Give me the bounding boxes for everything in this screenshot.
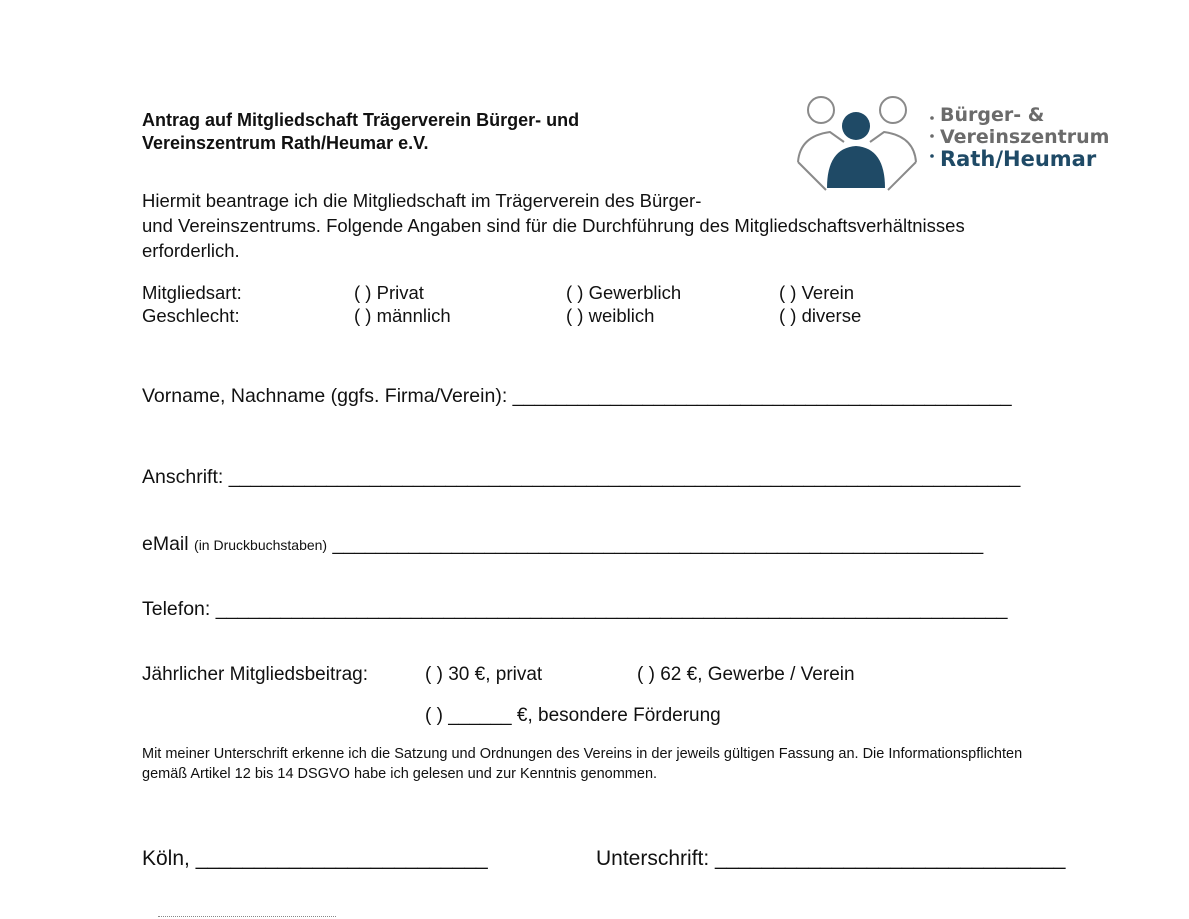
- gender-option-female[interactable]: ( ) weiblich: [566, 305, 655, 326]
- signature-input-line[interactable]: ______________________________: [715, 847, 1066, 870]
- signature-label: Unterschrift:: [596, 847, 710, 870]
- membership-option-private[interactable]: ( ) Privat: [354, 282, 424, 303]
- name-field: [142, 383, 1012, 409]
- logo-line-2: Vereinszentrum: [940, 126, 1110, 148]
- email-field: [142, 531, 983, 558]
- membership-type-label: Mitgliedsart:: [142, 282, 242, 303]
- gender-option-diverse[interactable]: ( ) diverse: [779, 305, 862, 326]
- intro-line-1: Hiermit beantrage ich die Mitgliedschaft im Trägerverein des Bürger-: [142, 190, 702, 211]
- logo-text: [940, 104, 1109, 170]
- legal-notice: [142, 744, 1022, 784]
- logo-line-1: Bürger- &: [940, 104, 1045, 126]
- email-input-line[interactable]: ____________________________________________________________: [332, 533, 984, 555]
- city-date-input-line[interactable]: _________________________: [195, 847, 488, 870]
- fee-option-private[interactable]: ( ) 30 €, privat: [425, 664, 543, 685]
- intro-paragraph: [142, 188, 965, 263]
- address-field: [142, 464, 1020, 490]
- email-hint: (in Druckbuchstaben): [194, 537, 328, 553]
- membership-option-club[interactable]: ( ) Verein: [779, 282, 855, 303]
- logo-dots-icon: [929, 110, 935, 166]
- title-line-2: Vereinszentrum Rath/Heumar e.V.: [142, 133, 429, 153]
- fee-option-business[interactable]: ( ) 62 €, Gewerbe / Verein: [637, 664, 855, 685]
- city-label: Köln,: [142, 847, 190, 870]
- phone-label: Telefon:: [142, 598, 211, 620]
- signature-field: [596, 845, 1065, 873]
- gender-option-male[interactable]: ( ) männlich: [354, 305, 451, 326]
- title-line-1: Antrag auf Mitgliedschaft Trägerverein Bürger- und: [142, 110, 580, 130]
- logo-line-3: Rath/Heumar: [940, 147, 1097, 171]
- document-title: [142, 109, 579, 155]
- membership-option-business[interactable]: ( ) Gewerblich: [566, 282, 682, 303]
- page-bottom-divider: [158, 916, 336, 917]
- phone-input-line[interactable]: _________________________________________________________________________: [215, 598, 1008, 620]
- legal-line-2: gemäß Artikel 12 bis 14 DSGVO habe ich gelesen und zur Kenntnis genommen.: [142, 766, 658, 782]
- name-input-line[interactable]: ______________________________________________: [512, 385, 1012, 407]
- city-date-field: [142, 845, 488, 873]
- address-input-line[interactable]: _________________________________________________________________________: [228, 466, 1021, 488]
- email-label: eMail: [142, 533, 189, 555]
- fee-option-custom[interactable]: ( ) ______ €, besondere Förderung: [425, 705, 721, 726]
- fee-label: Jährlicher Mitgliedsbeitrag:: [142, 664, 368, 685]
- address-label: Anschrift:: [142, 466, 224, 488]
- intro-line-3: erforderlich.: [142, 240, 240, 261]
- legal-line-1: Mit meiner Unterschrift erkenne ich die Satzung und Ordnungen des Vereins in der jeweils gültigen Fassung an. Die Informationspflichten: [142, 746, 1023, 762]
- phone-field: [142, 596, 1007, 622]
- gender-label: Geschlecht:: [142, 305, 240, 326]
- intro-line-2: und Vereinszentrums. Folgende Angaben sind für die Durchführung des Mitgliedschaftsverhältnisses: [142, 215, 965, 236]
- name-label: Vorname, Nachname (ggfs. Firma/Verein):: [142, 385, 508, 407]
